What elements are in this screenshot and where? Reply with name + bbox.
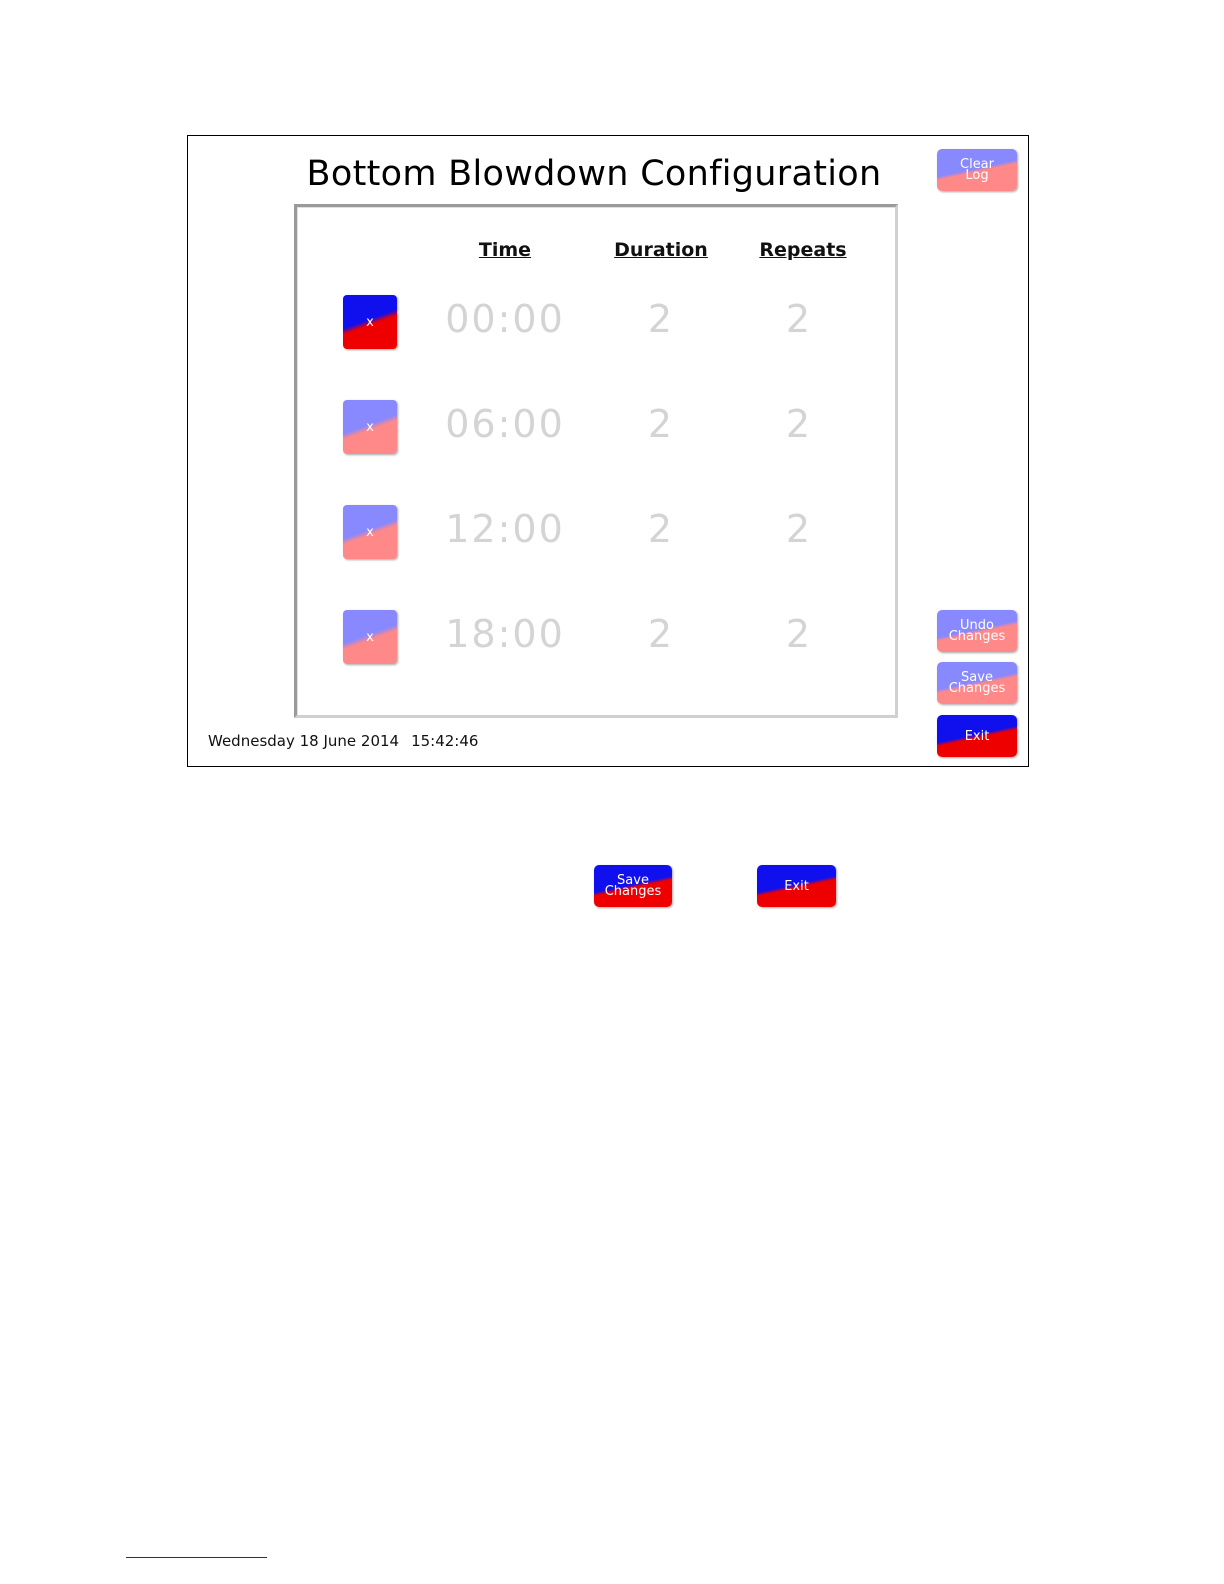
row-select-label: x — [366, 419, 374, 435]
duration-value[interactable]: 2 — [647, 297, 675, 341]
clear-log-label-line2: Log — [965, 168, 989, 183]
hmi-screen — [187, 135, 1029, 767]
legend-save-label-line1: Save — [617, 873, 649, 888]
save-changes-button[interactable] — [937, 662, 1017, 704]
legend-exit-button[interactable] — [757, 865, 836, 907]
exit-label: Exit — [964, 728, 990, 744]
schedule-row — [297, 295, 895, 355]
clear-log-label-line1: Clear — [960, 157, 994, 172]
time-value[interactable]: 12:00 — [445, 507, 565, 551]
legend-save-label-line2: Changes — [604, 884, 662, 899]
status-datetime — [208, 732, 478, 750]
column-header-time: Time — [478, 239, 532, 261]
undo-changes-label-line2: Changes — [948, 629, 1006, 644]
schedule-panel — [294, 204, 898, 718]
status-time: 15:42:46 — [411, 732, 479, 750]
duration-value[interactable]: 2 — [647, 507, 675, 551]
repeats-value[interactable]: 2 — [785, 402, 813, 446]
repeats-value[interactable]: 2 — [785, 507, 813, 551]
row-select-button[interactable] — [343, 505, 397, 559]
save-changes-label-line1: Save — [961, 670, 993, 685]
column-header-duration: Duration — [614, 239, 708, 261]
repeats-value[interactable]: 2 — [785, 612, 813, 656]
page-title — [188, 154, 1000, 194]
schedule-row — [297, 400, 895, 460]
save-changes-label-line2: Changes — [948, 681, 1006, 696]
repeats-value[interactable]: 2 — [785, 297, 813, 341]
schedule-row — [297, 610, 895, 670]
row-select-label: x — [366, 524, 374, 540]
schedule-row — [297, 505, 895, 565]
row-select-button[interactable] — [343, 610, 397, 664]
undo-changes-button[interactable] — [937, 610, 1017, 652]
time-value[interactable]: 00:00 — [445, 297, 565, 341]
duration-value[interactable]: 2 — [647, 402, 675, 446]
exit-button[interactable] — [937, 715, 1017, 757]
page-title-text: Bottom Blowdown Configuration — [306, 154, 882, 194]
row-select-label: x — [366, 314, 374, 330]
duration-value[interactable]: 2 — [647, 612, 675, 656]
clear-log-button[interactable] — [937, 149, 1017, 191]
row-select-label: x — [366, 629, 374, 645]
row-select-button[interactable] — [343, 400, 397, 454]
column-header-repeats: Repeats — [759, 239, 847, 261]
legend-exit-label: Exit — [784, 878, 809, 894]
time-value[interactable]: 06:00 — [445, 402, 565, 446]
status-date: Wednesday 18 June 2014 — [208, 732, 400, 750]
undo-changes-label-line1: Undo — [960, 618, 994, 633]
footnote-divider — [126, 1557, 267, 1558]
time-value[interactable]: 18:00 — [445, 612, 565, 656]
row-select-button[interactable] — [343, 295, 397, 349]
legend-save-changes-button[interactable] — [594, 865, 672, 907]
